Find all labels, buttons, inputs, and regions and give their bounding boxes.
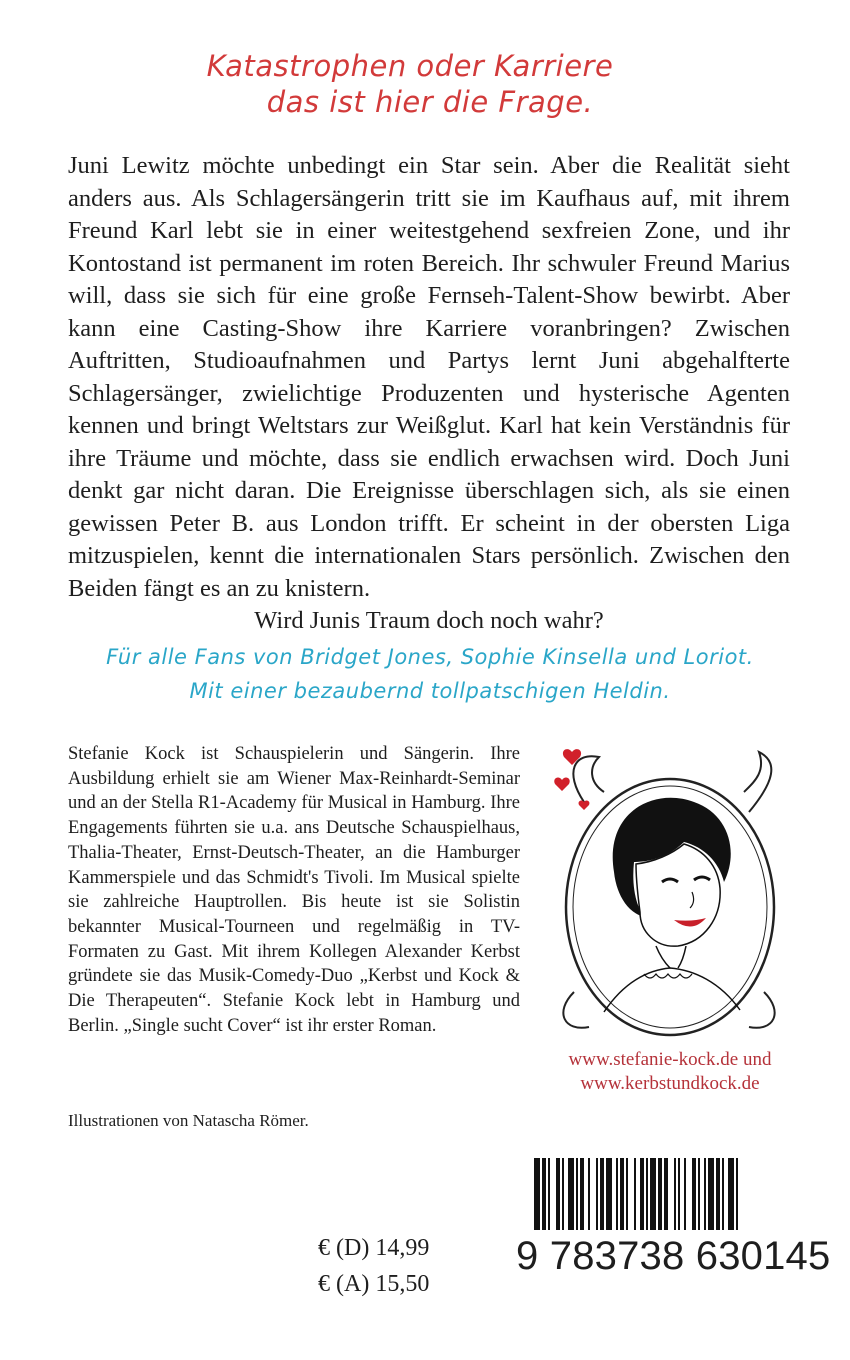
barcode-bar <box>616 1158 618 1230</box>
price-austria: € (A) 15,50 <box>318 1271 430 1297</box>
barcode-bar <box>576 1158 578 1230</box>
fans-line-1: Für alle Fans von Bridget Jones, Sophie Kinsella und Loriot. <box>106 645 754 669</box>
fans-line-2: Mit einer bezaubernd tollpatschigen Heldin. <box>189 679 671 703</box>
tagline-line-1: Katastrophen oder Karriere <box>206 49 614 83</box>
barcode-bar <box>634 1158 636 1230</box>
isbn-number: 9 783738 630145 <box>516 1234 831 1278</box>
author-websites <box>540 1048 800 1096</box>
barcode-bar <box>708 1158 714 1230</box>
barcode-bar <box>658 1158 662 1230</box>
book-blurb <box>68 150 790 638</box>
blurb-last-line: Wird Junis Traum doch noch wahr? <box>254 607 604 634</box>
barcode-bar <box>664 1158 668 1230</box>
barcode-bar <box>674 1158 676 1230</box>
barcode-bar <box>722 1158 724 1230</box>
barcode-bar <box>646 1158 648 1230</box>
barcode-bar <box>704 1158 706 1230</box>
barcode-bar <box>580 1158 584 1230</box>
illustration-credit: Illustrationen von Natascha Römer. <box>68 1111 309 1130</box>
barcode-bar <box>600 1158 604 1230</box>
barcode-bar <box>728 1158 734 1230</box>
blurb-body: Juni Lewitz möchte unbedingt ein Star sein. Aber die Realität sieht anders aus. Als Schlagersängerin tritt sie im Kaufhaus auf, mit ihrem Freund Karl lebt sie in einer weitestgehend sexfreien Zone, und ihr Kontostand ist permanent im roten Bereich. Ihr schwuler Freund Marius will, dass sie sich für eine große Fernseh-Talent-Show bewirbt. Aber kann eine Casting-Show ihre Karriere voranbringen? Zwischen Auftritten, Studioaufnahmen und Partys lernt Juni abgehalfterte Schlagersänger, zwielichtige Produzenten und hysterische Agenten kennen und bringt Weltstars zur Weißglut. Karl hat kein Verständnis für ihre Träume und möchte, dass sie endlich erwachsen wird. Doch Juni denkt gar nicht daran. Die Ereignisse überschlagen sich, als sie einen gewissen Peter B. aus London trifft. Er scheint in der obersten Liga mitzuspielen, kennt die internationalen Stars persönlich. Zwischen den Beiden fängt es an zu knistern. <box>68 152 790 602</box>
author-portrait-illustration <box>544 742 794 1042</box>
price-block <box>318 1230 429 1302</box>
barcode-bar <box>640 1158 644 1230</box>
barcode-bar <box>736 1158 738 1230</box>
barcode-bar <box>542 1158 546 1230</box>
barcode-bar <box>596 1158 598 1230</box>
barcode-bar <box>620 1158 624 1230</box>
barcode-bar <box>692 1158 696 1230</box>
website-link-kerbstundkock[interactable]: www.kerbstundkock.de <box>580 1073 760 1094</box>
barcode-bar <box>698 1158 700 1230</box>
fans-recommendation <box>70 640 790 708</box>
author-bio: Stefanie Kock ist Schauspielerin und Sängerin. Ihre Ausbildung erhielt sie am Wiener Max-Reinhardt-Seminar und an der Stella R1-Academy für Musical in Hamburg. Ihre Engagements führten sie u.a. ans Deutsche Schauspielhaus, Thalia-Theater, Ernst-Deutsch-Theater, an die Hamburger Kammerspiele und das Schmidt's Tivoli. Im Musical spielte sie zahlreiche Hauptrollen. Bis heute ist sie Solistin bekannter Musical-Tourneen und regelmäßig in TV-Formaten zu Gast. Mit ihrem Kollegen Alexander Kerbst gründete sie das Musik-Comedy-Duo „Kerbst und Kock & Die Therapeuten“. Stefanie Kock lebt in Hamburg und Berlin. „Single sucht Cover“ ist ihr erster Roman. <box>68 744 520 1036</box>
barcode-bar <box>534 1158 540 1230</box>
barcode-bar <box>678 1158 680 1230</box>
barcode-bar <box>548 1158 550 1230</box>
barcode-bars <box>534 1158 796 1230</box>
tagline-line-2: das ist hier die Frage. <box>266 85 594 119</box>
barcode-bar <box>562 1158 564 1230</box>
tagline <box>180 48 640 120</box>
barcode-bar <box>684 1158 686 1230</box>
website-link-stefanie-kock[interactable]: www.stefanie-kock.de und <box>568 1049 772 1070</box>
barcode-bar <box>606 1158 612 1230</box>
barcode-bar <box>588 1158 590 1230</box>
barcode-bar <box>650 1158 656 1230</box>
price-germany: € (D) 14,99 <box>318 1235 430 1261</box>
barcode-bar <box>556 1158 560 1230</box>
barcode-bar <box>716 1158 720 1230</box>
barcode-bar <box>568 1158 574 1230</box>
barcode-bar <box>626 1158 628 1230</box>
